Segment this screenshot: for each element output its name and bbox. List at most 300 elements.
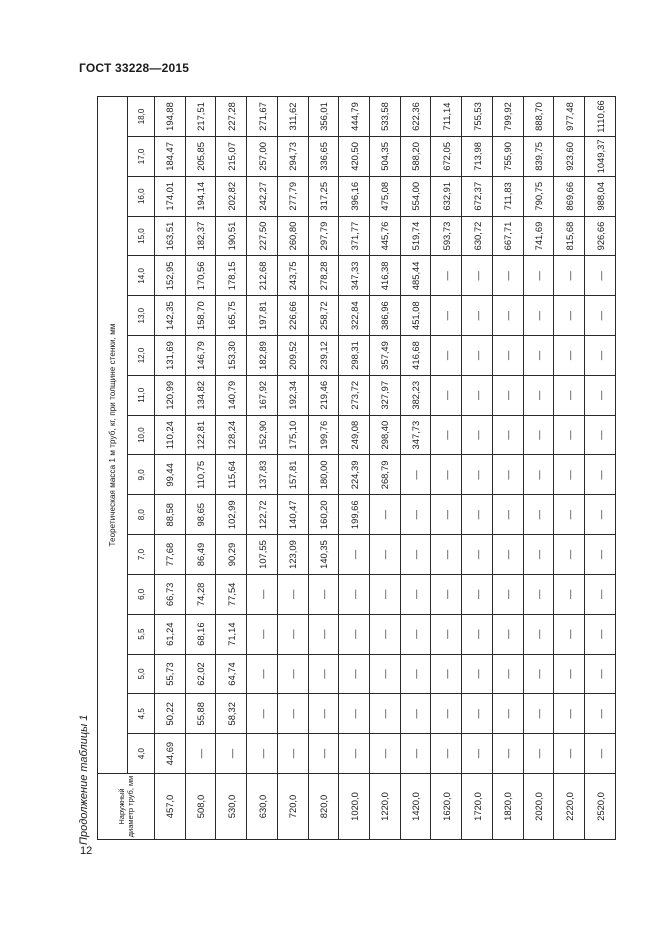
mass-cell: —: [339, 694, 370, 734]
mass-cell: —: [585, 415, 616, 455]
mass-cell: —: [247, 734, 278, 774]
mass-cell: 336,65: [308, 137, 339, 177]
mass-cell: 122,81: [185, 415, 216, 455]
mass-cell: —: [554, 694, 585, 734]
mass-cell: —: [277, 614, 308, 654]
mass-cell: —: [554, 336, 585, 376]
mass-cell: 260,80: [277, 216, 308, 256]
table-row: [247, 97, 278, 840]
table-row: [185, 97, 216, 840]
mass-cell: —: [492, 495, 523, 535]
mass-cell: —: [523, 535, 554, 575]
mass-cell: —: [523, 614, 554, 654]
mass-cell: 711,83: [492, 176, 523, 216]
mass-cell: —: [308, 614, 339, 654]
mass-cell: —: [492, 415, 523, 455]
mass-cell: 142,35: [155, 296, 186, 336]
mass-cell: —: [554, 654, 585, 694]
mass-cell: —: [339, 574, 370, 614]
mass-cell: 277,79: [277, 176, 308, 216]
mass-cell: 99,44: [155, 455, 186, 495]
mass-cell: 86,49: [185, 535, 216, 575]
thickness-header: 18,0: [128, 97, 155, 137]
mass-cell: —: [370, 535, 401, 575]
mass-cell: —: [339, 734, 370, 774]
thickness-header: 4,0: [128, 734, 155, 774]
table-row: [400, 97, 431, 840]
mass-cell: —: [554, 614, 585, 654]
mass-cell: 298,31: [339, 336, 370, 376]
mass-cell: 224,39: [339, 455, 370, 495]
mass-cell: 790,75: [523, 176, 554, 216]
mass-cell: —: [523, 734, 554, 774]
mass-cell: —: [431, 535, 462, 575]
mass-cell: —: [492, 535, 523, 575]
mass-cell: 212,68: [247, 256, 278, 296]
mass-cell: —: [339, 614, 370, 654]
mass-cell: 988,04: [585, 176, 616, 216]
mass-cell: 98,65: [185, 495, 216, 535]
mass-cell: —: [247, 614, 278, 654]
mass-cell: 672,05: [431, 137, 462, 177]
mass-cell: 273,72: [339, 375, 370, 415]
mass-cell: —: [370, 734, 401, 774]
mass-cell: —: [216, 734, 247, 774]
mass-cell: 152,90: [247, 415, 278, 455]
mass-cell: 58,32: [216, 694, 247, 734]
mass-cell: 444,79: [339, 97, 370, 137]
mass-cell: 311,62: [277, 97, 308, 137]
mass-cell: 227,50: [247, 216, 278, 256]
mass-cell: 68,16: [185, 614, 216, 654]
mass-cell: —: [277, 734, 308, 774]
mass-cell: 62,02: [185, 654, 216, 694]
mass-cell: 357,49: [370, 336, 401, 376]
mass-cell: 386,96: [370, 296, 401, 336]
mass-cell: 182,37: [185, 216, 216, 256]
table-row: [585, 97, 616, 840]
mass-cell: 227,28: [216, 97, 247, 137]
mass-cell: —: [462, 455, 493, 495]
mass-cell: 197,81: [247, 296, 278, 336]
mass-cell: —: [247, 694, 278, 734]
mass-cell: 297,79: [308, 216, 339, 256]
mass-cell: —: [554, 296, 585, 336]
mass-cell: 134,82: [185, 375, 216, 415]
mass-cell: 327,97: [370, 375, 401, 415]
mass-cell: 128,24: [216, 415, 247, 455]
mass-cell: 163,51: [155, 216, 186, 256]
mass-cell: 115,64: [216, 455, 247, 495]
diameter-cell: 820,0: [308, 774, 339, 840]
mass-cell: 88,58: [155, 495, 186, 535]
mass-cell: 923,60: [554, 137, 585, 177]
mass-cell: —: [339, 535, 370, 575]
pipe-mass-table: [97, 96, 616, 840]
mass-cell: 242,27: [247, 176, 278, 216]
mass-cell: 554,00: [400, 176, 431, 216]
thickness-header: 4,5: [128, 694, 155, 734]
mass-cell: 102,99: [216, 495, 247, 535]
mass-cell: 160,20: [308, 495, 339, 535]
thickness-header: 13,0: [128, 296, 155, 336]
table-row: [431, 97, 462, 840]
table-row: [216, 97, 247, 840]
mass-cell: 165,75: [216, 296, 247, 336]
mass-cell: 50,22: [155, 694, 186, 734]
diameter-cell: 1020,0: [339, 774, 370, 840]
mass-cell: 205,85: [185, 137, 216, 177]
mass-cell: 713,98: [462, 137, 493, 177]
mass-cell: —: [554, 375, 585, 415]
thickness-header: 16,0: [128, 176, 155, 216]
mass-cell: 755,90: [492, 137, 523, 177]
mass-cell: 504,35: [370, 137, 401, 177]
mass-cell: —: [492, 375, 523, 415]
mass-cell: 622,36: [400, 97, 431, 137]
mass-cell: 77,54: [216, 574, 247, 614]
mass-cell: —: [462, 694, 493, 734]
mass-cell: 170,56: [185, 256, 216, 296]
mass-cell: 382,23: [400, 375, 431, 415]
thickness-header: 17,0: [128, 137, 155, 177]
mass-cell: 371,77: [339, 216, 370, 256]
mass-cell: 64,74: [216, 654, 247, 694]
thickness-header: 15,0: [128, 216, 155, 256]
stub-header: Наружный диаметр труб, мм: [98, 774, 155, 840]
mass-cell: —: [431, 455, 462, 495]
mass-cell: —: [431, 654, 462, 694]
mass-cell: 55,73: [155, 654, 186, 694]
mass-cell: —: [370, 495, 401, 535]
mass-cell: 298,40: [370, 415, 401, 455]
mass-cell: 199,66: [339, 495, 370, 535]
mass-cell: 278,28: [308, 256, 339, 296]
mass-cell: 416,38: [370, 256, 401, 296]
mass-cell: —: [400, 535, 431, 575]
mass-cell: —: [277, 574, 308, 614]
table-row: [554, 97, 585, 840]
mass-cell: 122,72: [247, 495, 278, 535]
mass-cell: —: [462, 654, 493, 694]
mass-cell: —: [431, 375, 462, 415]
mass-cell: —: [431, 734, 462, 774]
mass-cell: —: [554, 455, 585, 495]
mass-cell: —: [585, 614, 616, 654]
diameter-cell: 2020,0: [523, 774, 554, 840]
mass-cell: 271,67: [247, 97, 278, 137]
mass-cell: 485,44: [400, 256, 431, 296]
mass-cell: 152,95: [155, 256, 186, 296]
mass-cell: —: [400, 574, 431, 614]
mass-cell: —: [554, 415, 585, 455]
mass-cell: —: [247, 574, 278, 614]
diameter-cell: 1420,0: [400, 774, 431, 840]
diameter-cell: 1720,0: [462, 774, 493, 840]
mass-cell: —: [523, 256, 554, 296]
mass-cell: 672,37: [462, 176, 493, 216]
mass-cell: —: [523, 336, 554, 376]
mass-cell: —: [554, 495, 585, 535]
table-caption: Продолжение таблицы 1: [78, 714, 90, 845]
mass-cell: —: [554, 256, 585, 296]
mass-cell: 815,68: [554, 216, 585, 256]
mass-cell: —: [247, 654, 278, 694]
mass-cell: —: [431, 614, 462, 654]
diameter-cell: 508,0: [185, 774, 216, 840]
table-row: [277, 97, 308, 840]
mass-cell: 420,50: [339, 137, 370, 177]
mass-cell: 258,72: [308, 296, 339, 336]
mass-cell: —: [523, 694, 554, 734]
mass-cell: 451,08: [400, 296, 431, 336]
mass-cell: —: [585, 375, 616, 415]
mass-cell: —: [585, 336, 616, 376]
diameter-cell: 2220,0: [554, 774, 585, 840]
mass-cell: 755,53: [462, 97, 493, 137]
mass-cell: 888,70: [523, 97, 554, 137]
mass-cell: 74,28: [185, 574, 216, 614]
mass-cell: 1110,66: [585, 97, 616, 137]
mass-cell: —: [492, 256, 523, 296]
mass-cell: —: [431, 495, 462, 535]
mass-cell: 257,00: [247, 137, 278, 177]
table-row: [308, 97, 339, 840]
mass-cell: 44,69: [155, 734, 186, 774]
mass-cell: —: [492, 734, 523, 774]
mass-cell: —: [585, 495, 616, 535]
mass-cell: 153,30: [216, 336, 247, 376]
mass-cell: —: [462, 614, 493, 654]
mass-cell: 667,71: [492, 216, 523, 256]
mass-cell: —: [554, 535, 585, 575]
mass-cell: —: [431, 256, 462, 296]
mass-cell: —: [585, 455, 616, 495]
document-header: ГОСТ 33228—2015: [79, 61, 190, 75]
mass-cell: 632,91: [431, 176, 462, 216]
mass-cell: —: [462, 296, 493, 336]
mass-cell: 839,75: [523, 137, 554, 177]
mass-cell: 249,08: [339, 415, 370, 455]
mass-cell: 120,99: [155, 375, 186, 415]
mass-cell: 55,88: [185, 694, 216, 734]
thickness-header: 12,0: [128, 336, 155, 376]
mass-cell: —: [462, 535, 493, 575]
mass-cell: 184,47: [155, 137, 186, 177]
mass-cell: —: [308, 574, 339, 614]
mass-cell: 239,12: [308, 336, 339, 376]
mass-cell: —: [431, 296, 462, 336]
table-row: [492, 97, 523, 840]
mass-cell: —: [370, 694, 401, 734]
table-header-row-top: [98, 97, 128, 840]
mass-cell: —: [400, 694, 431, 734]
mass-cell: —: [462, 336, 493, 376]
mass-cell: —: [492, 654, 523, 694]
diameter-cell: 1220,0: [370, 774, 401, 840]
mass-cell: 110,75: [185, 455, 216, 495]
mass-cell: 137,83: [247, 455, 278, 495]
group-header: Теоретическая масса 1 м труб, кг, при толщине стенки, мм: [98, 97, 128, 774]
table-row: [523, 97, 554, 840]
mass-cell: —: [462, 415, 493, 455]
mass-cell: —: [462, 375, 493, 415]
mass-cell: —: [585, 574, 616, 614]
thickness-header: 11,0: [128, 375, 155, 415]
mass-cell: 226,66: [277, 296, 308, 336]
mass-cell: —: [523, 654, 554, 694]
mass-cell: 593,73: [431, 216, 462, 256]
mass-cell: —: [370, 574, 401, 614]
mass-cell: 194,88: [155, 97, 186, 137]
mass-cell: 77,68: [155, 535, 186, 575]
mass-cell: —: [462, 734, 493, 774]
mass-cell: 588,20: [400, 137, 431, 177]
mass-cell: 243,75: [277, 256, 308, 296]
mass-cell: —: [523, 375, 554, 415]
mass-cell: 630,72: [462, 216, 493, 256]
mass-cell: —: [185, 734, 216, 774]
mass-cell: —: [339, 654, 370, 694]
mass-cell: —: [277, 694, 308, 734]
mass-cell: 90,29: [216, 535, 247, 575]
mass-cell: —: [585, 654, 616, 694]
thickness-header: 14,0: [128, 256, 155, 296]
mass-cell: 194,14: [185, 176, 216, 216]
rotated-table-container: [97, 96, 616, 840]
mass-cell: —: [370, 654, 401, 694]
mass-cell: —: [523, 296, 554, 336]
mass-cell: 180,00: [308, 455, 339, 495]
mass-cell: 131,69: [155, 336, 186, 376]
mass-cell: 178,15: [216, 256, 247, 296]
mass-cell: —: [462, 256, 493, 296]
mass-cell: —: [585, 296, 616, 336]
table-row: [155, 97, 186, 840]
mass-cell: 217,51: [185, 97, 216, 137]
mass-cell: 445,76: [370, 216, 401, 256]
mass-cell: 107,55: [247, 535, 278, 575]
mass-cell: —: [400, 455, 431, 495]
mass-cell: —: [492, 614, 523, 654]
mass-cell: 317,25: [308, 176, 339, 216]
mass-cell: 190,51: [216, 216, 247, 256]
mass-cell: 175,10: [277, 415, 308, 455]
mass-cell: —: [400, 734, 431, 774]
mass-cell: 199,76: [308, 415, 339, 455]
thickness-header: 7,0: [128, 535, 155, 575]
mass-cell: 174,01: [155, 176, 186, 216]
table-body: [155, 97, 616, 840]
diameter-cell: 1820,0: [492, 774, 523, 840]
mass-cell: 219,46: [308, 375, 339, 415]
mass-cell: 167,92: [247, 375, 278, 415]
thickness-header: 5,0: [128, 654, 155, 694]
mass-cell: —: [585, 694, 616, 734]
mass-cell: —: [308, 734, 339, 774]
diameter-cell: 2520,0: [585, 774, 616, 840]
mass-cell: 202,82: [216, 176, 247, 216]
mass-cell: —: [492, 694, 523, 734]
mass-cell: —: [431, 694, 462, 734]
mass-cell: 869,66: [554, 176, 585, 216]
mass-cell: 741,69: [523, 216, 554, 256]
mass-cell: —: [585, 734, 616, 774]
mass-cell: —: [492, 455, 523, 495]
thickness-header: 8,0: [128, 495, 155, 535]
table-row: [339, 97, 370, 840]
mass-cell: —: [462, 495, 493, 535]
mass-cell: —: [523, 574, 554, 614]
table-row: [462, 97, 493, 840]
mass-cell: 294,73: [277, 137, 308, 177]
mass-cell: —: [492, 336, 523, 376]
mass-cell: 322,84: [339, 296, 370, 336]
mass-cell: —: [400, 614, 431, 654]
mass-cell: 123,09: [277, 535, 308, 575]
mass-cell: 140,47: [277, 495, 308, 535]
table-row: [370, 97, 401, 840]
mass-cell: 182,89: [247, 336, 278, 376]
mass-cell: 71,14: [216, 614, 247, 654]
thickness-header: 5,5: [128, 614, 155, 654]
mass-cell: —: [462, 574, 493, 614]
page-number: 12: [80, 845, 93, 857]
mass-cell: —: [523, 455, 554, 495]
mass-cell: 533,58: [370, 97, 401, 137]
mass-cell: 140,79: [216, 375, 247, 415]
mass-cell: 209,52: [277, 336, 308, 376]
thickness-header: 9,0: [128, 455, 155, 495]
diameter-cell: 630,0: [247, 774, 278, 840]
mass-cell: 192,34: [277, 375, 308, 415]
mass-cell: —: [585, 535, 616, 575]
mass-cell: —: [554, 734, 585, 774]
mass-cell: 158,70: [185, 296, 216, 336]
mass-cell: —: [431, 415, 462, 455]
mass-cell: 66,73: [155, 574, 186, 614]
mass-cell: —: [431, 336, 462, 376]
mass-cell: —: [308, 654, 339, 694]
mass-cell: —: [492, 296, 523, 336]
mass-cell: —: [400, 654, 431, 694]
mass-cell: —: [400, 495, 431, 535]
mass-cell: 268,79: [370, 455, 401, 495]
mass-cell: 396,16: [339, 176, 370, 216]
mass-cell: 347,33: [339, 256, 370, 296]
mass-cell: 926,66: [585, 216, 616, 256]
diameter-cell: 457,0: [155, 774, 186, 840]
mass-cell: 215,07: [216, 137, 247, 177]
table-header-row-thickness: [128, 97, 155, 840]
mass-cell: 977,48: [554, 97, 585, 137]
mass-cell: —: [492, 574, 523, 614]
mass-cell: —: [523, 415, 554, 455]
mass-cell: 1049,37: [585, 137, 616, 177]
mass-cell: 356,01: [308, 97, 339, 137]
mass-cell: 110,24: [155, 415, 186, 455]
mass-cell: —: [585, 256, 616, 296]
mass-cell: —: [431, 574, 462, 614]
mass-cell: 519,74: [400, 216, 431, 256]
mass-cell: 711,14: [431, 97, 462, 137]
thickness-header: 10,0: [128, 415, 155, 455]
mass-cell: 140,35: [308, 535, 339, 575]
mass-cell: 416,68: [400, 336, 431, 376]
diameter-cell: 720,0: [277, 774, 308, 840]
mass-cell: 475,08: [370, 176, 401, 216]
mass-cell: —: [308, 694, 339, 734]
